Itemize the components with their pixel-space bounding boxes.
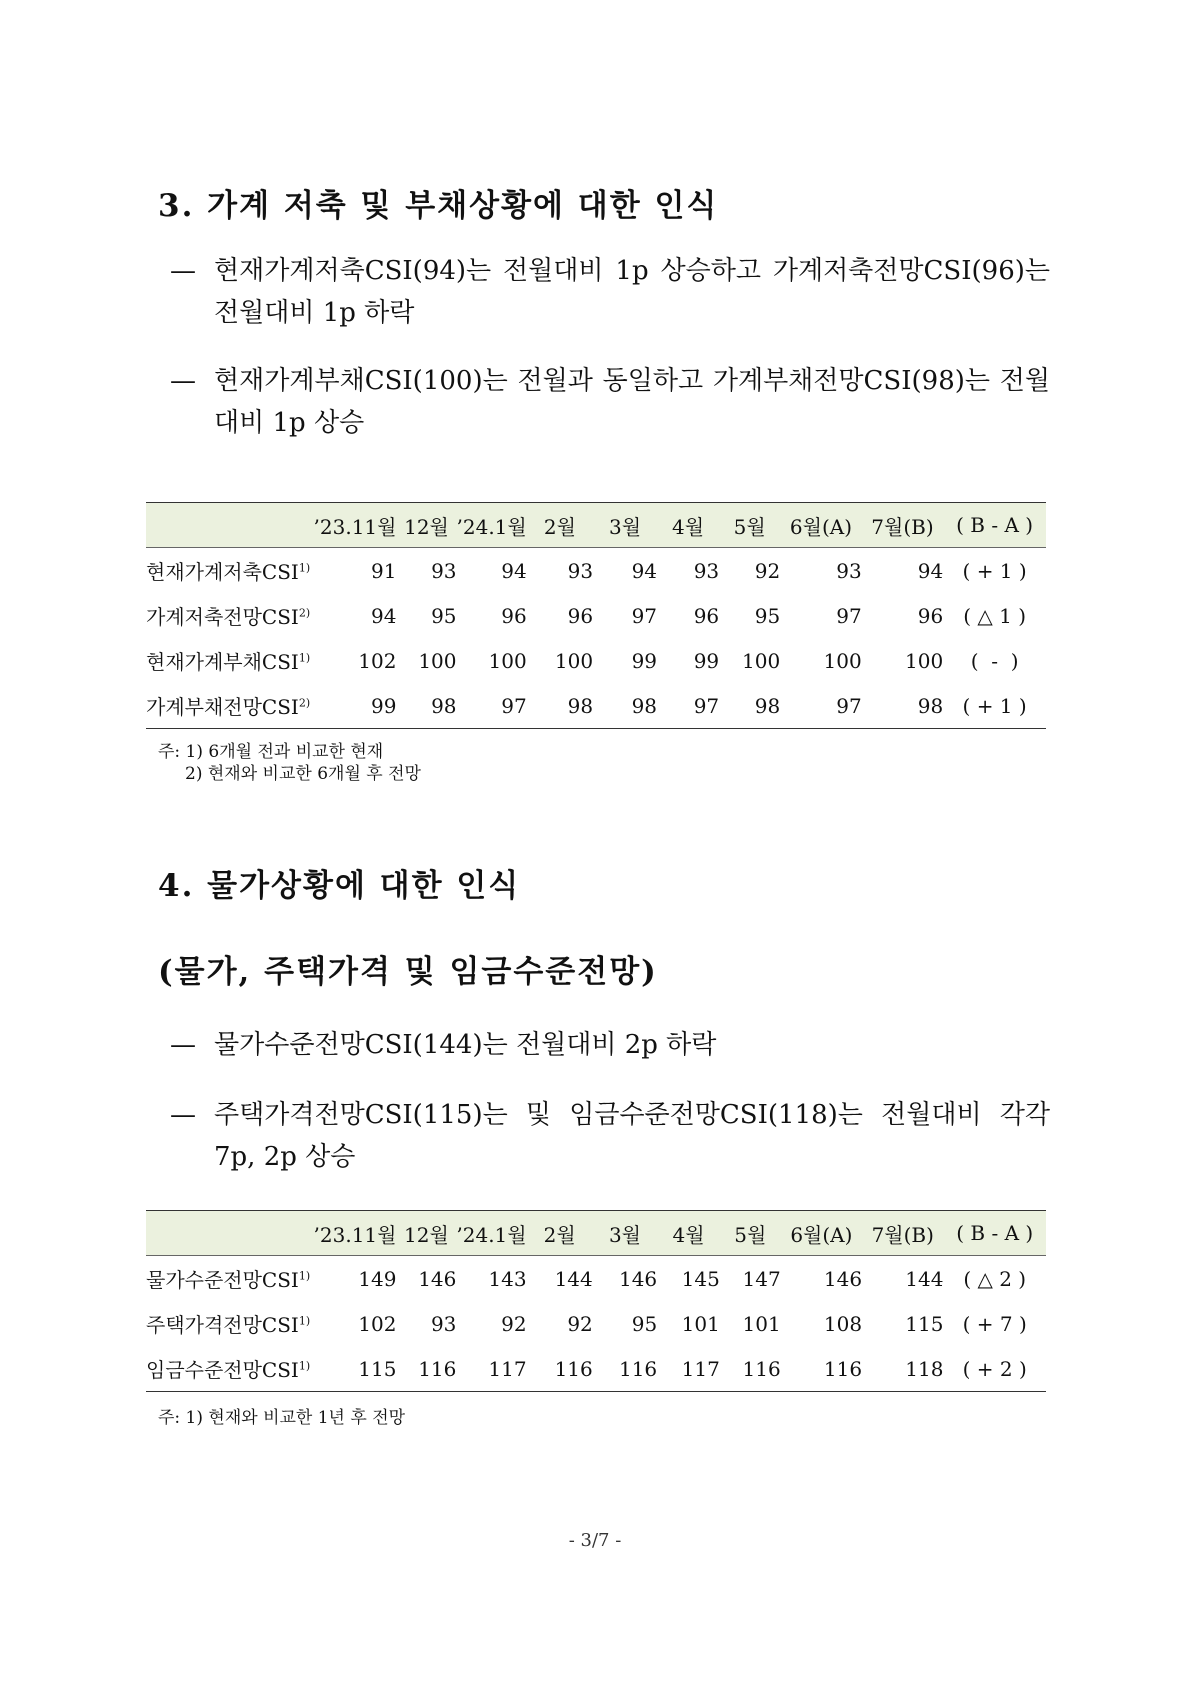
value-cell: 144 [554, 1266, 593, 1291]
row-label-text: 가계부채전망CSI [146, 695, 299, 719]
sec3-bullet-2 [170, 360, 1050, 444]
footnote-marker: 1) [298, 561, 311, 575]
value-cell: 100 [418, 648, 457, 673]
bullet-dash: — [170, 256, 196, 286]
value-cell: 97 [836, 603, 862, 628]
footnote-marker: 2) [298, 696, 311, 710]
column-header: ’24.1월 [457, 503, 527, 548]
value-cell: 99 [631, 648, 658, 673]
bullet-dash: — [170, 366, 196, 396]
value-cell: 100 [488, 648, 527, 673]
value-cell: 93 [836, 558, 862, 583]
column-header: 5월 [720, 1211, 781, 1256]
value-cell: 94 [371, 603, 397, 628]
value-cell: 96 [567, 603, 594, 628]
value-cell: 94 [917, 558, 944, 583]
value-cell: 96 [693, 603, 720, 628]
value-cell: 92 [567, 1311, 593, 1336]
row-label-text: 현재가계저축CSI [146, 560, 299, 584]
value-cell: 116 [823, 1356, 863, 1381]
value-cell: 98 [631, 693, 658, 718]
value-cell: 98 [917, 693, 944, 718]
row-label [146, 683, 314, 729]
row-label-text: 가계저축전망CSI [146, 605, 299, 629]
bullet-text: 현재가계부채CSI(100)는 전월과 동일하고 가계부채전망CSI(98)는 전월대비 1p 상승 [214, 366, 1050, 438]
table-row [146, 1346, 1046, 1392]
table-header-row [146, 1211, 1046, 1256]
value-cell: 108 [823, 1311, 863, 1336]
value-cell: 101 [681, 1311, 720, 1336]
column-header: ’24.1월 [456, 1211, 526, 1256]
row-label-text: 임금수준전망CSI [146, 1358, 299, 1382]
value-cell: 102 [358, 1311, 397, 1336]
column-header: 6월(A) [780, 503, 862, 548]
value-cell: 96 [501, 603, 527, 628]
value-cell: 94 [501, 558, 527, 583]
sec3-note-1: 주: 1) 6개월 전과 비교한 현재 [158, 742, 384, 762]
row-label-text: 현재가계부채CSI [146, 650, 299, 674]
value-cell: 102 [358, 648, 397, 673]
value-cell: 100 [742, 648, 781, 673]
value-cell: 145 [681, 1266, 720, 1291]
sec3-note-2: 2) 현재와 비교한 6개월 후 전망 [158, 764, 421, 784]
row-label-text: 주택가격전망CSI [146, 1313, 299, 1337]
value-cell: 147 [742, 1266, 781, 1291]
sec4-bullet-2 [170, 1094, 1050, 1178]
table-row [146, 1301, 1046, 1346]
value-cell: 100 [823, 648, 862, 673]
header-blank-cell [146, 1211, 314, 1256]
value-cell: 117 [681, 1356, 720, 1381]
value-cell: 115 [905, 1311, 944, 1336]
change-cell: ( + 2 ) [962, 1356, 1027, 1381]
change-cell: ( + 1 ) [962, 693, 1027, 718]
column-header: ( B - A ) [943, 503, 1046, 548]
row-label [146, 1256, 314, 1302]
value-cell: 98 [754, 693, 781, 718]
section-4-title: 4. 물가상황에 대한 인식 [158, 868, 521, 904]
column-header: ’23.11월 [314, 503, 397, 548]
sec4-note-1: 주: 1) 현재와 비교한 1년 후 전망 [158, 1408, 406, 1428]
value-cell: 95 [431, 603, 457, 628]
value-cell: 97 [693, 693, 720, 718]
value-cell: 117 [488, 1356, 527, 1381]
value-cell: 146 [418, 1266, 457, 1291]
footnote-marker: 2) [298, 606, 311, 620]
section-4-subtitle: (물가, 주택가격 및 임금수준전망) [158, 954, 658, 990]
bullet-dash: — [170, 1030, 196, 1060]
value-cell: 116 [618, 1356, 658, 1381]
value-cell: 93 [567, 558, 594, 583]
value-cell: 93 [430, 1311, 457, 1336]
value-cell: 93 [431, 558, 457, 583]
column-header: ’23.11월 [314, 1211, 397, 1256]
bullet-text: 주택가격전망CSI(115)는 및 임금수준전망CSI(118)는 전월대비 각각 7p, 2p 상승 [214, 1100, 1050, 1172]
footnote-marker: 1) [298, 1359, 311, 1373]
value-cell: 93 [693, 558, 720, 583]
value-cell: 99 [371, 693, 397, 718]
value-cell: 146 [823, 1266, 863, 1291]
bullet-text: 물가수준전망CSI(144)는 전월대비 2p 하락 [214, 1030, 717, 1060]
column-header: 4월 [657, 1211, 720, 1256]
row-label [146, 1301, 314, 1346]
row-label [146, 638, 314, 683]
value-cell: 97 [836, 693, 862, 718]
table-row [146, 593, 1046, 638]
bullet-dash: — [170, 1100, 196, 1130]
value-cell: 116 [742, 1356, 781, 1381]
row-label [146, 1346, 314, 1392]
value-cell: 101 [742, 1311, 781, 1336]
savings-debt-table [146, 502, 1046, 729]
change-cell: ( △ 2 ) [963, 1266, 1027, 1291]
column-header: 12월 [396, 1211, 456, 1256]
value-cell: 144 [905, 1266, 944, 1291]
value-cell: 94 [631, 558, 658, 583]
column-header: 7월(B) [862, 1211, 943, 1256]
column-header: 3월 [593, 1211, 657, 1256]
value-cell: 98 [431, 693, 457, 718]
change-cell: ( △ 1 ) [963, 603, 1027, 628]
header-blank-cell [146, 503, 314, 548]
table-row [146, 683, 1046, 729]
column-header: 6월(A) [781, 1211, 862, 1256]
price-expectation-table [146, 1210, 1046, 1392]
section-3-title: 3. 가계 저축 및 부채상황에 대한 인식 [158, 188, 719, 224]
value-cell: 97 [501, 693, 527, 718]
table-header-row [146, 503, 1046, 548]
footnote-marker: 1) [298, 651, 311, 665]
value-cell: 92 [754, 558, 781, 583]
value-cell: 149 [358, 1266, 397, 1291]
sec3-bullet-1 [170, 250, 1050, 334]
value-cell: 95 [754, 603, 781, 628]
value-cell: 91 [371, 558, 397, 583]
value-cell: 115 [358, 1356, 397, 1381]
page-number: - 3/7 - [568, 1530, 622, 1551]
value-cell: 96 [917, 603, 944, 628]
sec4-bullet-1 [170, 1024, 1050, 1066]
change-cell: ( + 7 ) [962, 1311, 1027, 1336]
table-row [146, 638, 1046, 683]
row-label-text: 물가수준전망CSI [146, 1268, 299, 1292]
value-cell: 118 [905, 1356, 944, 1381]
value-cell: 92 [501, 1311, 527, 1336]
column-header: 2월 [527, 1211, 593, 1256]
bullet-text: 현재가계저축CSI(94)는 전월대비 1p 상승하고 가계저축전망CSI(96)는 전월대비 1p 하락 [214, 256, 1050, 328]
row-label [146, 593, 314, 638]
table-row [146, 548, 1046, 594]
column-header: 7월(B) [862, 503, 944, 548]
column-header: 2월 [527, 503, 593, 548]
value-cell: 99 [693, 648, 720, 673]
value-cell: 98 [567, 693, 594, 718]
column-header: 4월 [657, 503, 719, 548]
value-cell: 100 [905, 648, 944, 673]
change-cell: ( + 1 ) [962, 558, 1027, 583]
value-cell: 146 [618, 1266, 658, 1291]
column-header: 12월 [396, 503, 456, 548]
footnote-marker: 1) [298, 1269, 311, 1283]
row-label [146, 548, 314, 594]
table-row [146, 1256, 1046, 1302]
column-header: 5월 [719, 503, 780, 548]
column-header: ( B - A ) [943, 1211, 1046, 1256]
footnote-marker: 1) [298, 1314, 311, 1328]
value-cell: 100 [554, 648, 594, 673]
column-header: 3월 [593, 503, 657, 548]
value-cell: 97 [631, 603, 658, 628]
value-cell: 116 [418, 1356, 457, 1381]
value-cell: 95 [631, 1311, 658, 1336]
change-cell: ( - ) [970, 648, 1019, 673]
value-cell: 116 [554, 1356, 593, 1381]
value-cell: 143 [488, 1266, 527, 1291]
